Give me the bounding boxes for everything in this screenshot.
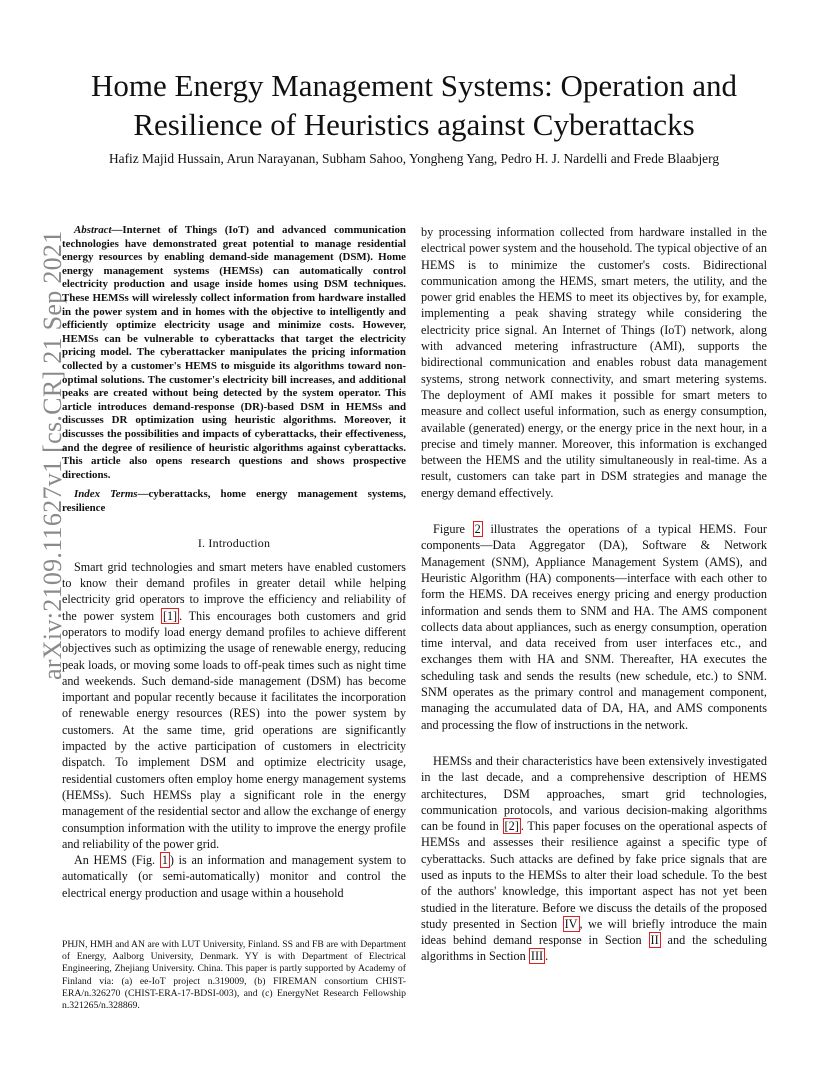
index-terms-body: —cyberattacks, home energy management systems, resilience <box>62 488 406 514</box>
paper-title: Home Energy Management Systems: Operation and Resilience of Heuristics against Cyberattacks <box>91 68 737 142</box>
paragraph-right-2 <box>421 521 767 733</box>
section-link[interactable]: II <box>650 933 659 948</box>
section-link[interactable]: III <box>530 949 544 964</box>
figure-link[interactable]: 2 <box>474 522 481 537</box>
text-run: . This paper focuses on the operational aspects of HEMSs and assesses their resilience against a specific type of cyberattacks. Such attacks are defined by fake price signals that are used as inputs to the HEMSs to alter their load schedule. To the best of the authors' knowledge, this important aspect has not yet been studied in the literature. Before we discuss the details of the proposed study presented in Section <box>421 819 767 931</box>
abstract-body: —Internet of Things (IoT) and advanced communication technologies have demonstrated great potential to manage residential energy resources by enabling demand-side management (DSM). Home energy management systems (HEMSs) can automatically control electricity production and usage inside homes using DSM techniques. These HEMSs will wirelessly collect information from hardware installed in the power system and in homes with the objective to intelligently and efficiently optimize electricity usage and minimize costs. However, HEMSs can be vulnerable to cyberattacks that target the electricity pricing model. The cyberattacker manipulates the pricing information collected by a customer's HEMS to misguide its algorithms toward non-optimal solutions. The customer's electricity bill increases, and additional peaks are created without being detected by the system operator. This article introduces demand-response (DR)-based DSM in HEMSs and discusses DR optimization using heuristic algorithms. Moreover, it discusses the possibilities and impacts of cyberattacks, their effectiveness, and the degree of resilience of heuristic algorithms against cyberattacks. This article also opens research questions and shows prospective directions. <box>62 224 406 481</box>
text-run: , we will briefly introduce the main ideas behind demand response in Section <box>421 916 767 948</box>
paragraph-right-1: by processing information collected from hardware installed in the electrical power system and the household. The typical objective of an HEMS is to minimize the customer's costs. Bidirectional communication among the HEMS, smart meters, the utility, and the power grid enables the HEMS to meet its objectives by, for example, implementing a peak shaving strategy while considering the electricity price signal. An Internet of Things (IoT) network, along with advanced metering infrastructure (AMI), supports the bidirectional communication and enables robust data management systems, strong network connectivity, and smart metering systems. The deployment of AMI makes it possible for smart meters to measure and collect useful information, such as energy consumption, available (generated) energy, or the energy price in the next hour, in a precise and timely manner. Moreover, this information is exchanged between the HEMS and the utility simultaneously in real-time. As a result, customers can take part in DSM strategies and manage the energy demand effectively. <box>421 225 767 500</box>
index-terms <box>62 488 406 515</box>
index-terms-lead: Index Terms <box>74 488 138 501</box>
text-run: HEMSs and their characteristics have been extensively investigated in the last decade, and a comprehensive description of HEMS architectures, DSM approaches, smart grid technologies, communication protocols, and various decision-making algorithms can be found in <box>421 753 767 834</box>
text-run: Figure <box>433 522 473 537</box>
citation-link[interactable]: [1] <box>162 608 178 623</box>
right-column <box>421 224 767 965</box>
section-heading-introduction: I. Introduction <box>197 536 271 551</box>
text-run: . <box>545 949 549 964</box>
abstract <box>62 224 406 482</box>
citation-link[interactable]: [2] <box>504 819 519 834</box>
author-list: Hafiz Majid Hussain, Arun Narayanan, Subham Sahoo, Yongheng Yang, Pedro H. J. Nardelli and Frede Blaabjerg <box>108 151 720 166</box>
abstract-lead: Abstract <box>74 224 112 236</box>
paragraph-intro-1 <box>62 559 406 852</box>
text-run: illustrates the operations of a typical HEMS. Four components—Data Aggregator (DA), Software & Network Management (SNM), Appliance Management System (AMS), and Heuristic Algorithm (HA) components—interface with each other to form the HEMS. DA receives energy pricing and energy production information and sends them to SNM and HA. The AMS component collects data about appliances, such as energy consumption, operation time interval, and data received from user interfaces etc., and exchanges them with HA and SNM. Thereafter, HA executes the scheduling task and sends the results (new schedule, etc.) to SNM. SNM operates as the primary control and management component, managing the accumulated data of DA, HA, and AMS components and processing the flow of instructions in the network. <box>421 522 767 732</box>
left-column <box>62 224 406 901</box>
text-run: and the scheduling algorithms in Section <box>421 933 767 964</box>
paragraph-intro-2 <box>62 852 406 901</box>
paragraph-gap <box>421 501 767 521</box>
text-run: . This encourages both customers and grid operators to modify load energy demand profiles to achieve different objectives such as optimizing the usage of renewable energy, reducing peak loads, or moving some loads to off-peak times such as night time and weekends. Such demand-side management (DSM) has become important and popular recently because it facilitates the incorporation of renewable energy resources (RES) into the power system by customers. At the same time, grid operations are significantly impacted by the active participation of customers in electricity dispatch. To implement DSM and optimize electricity usage, residential customers often employ home energy management systems (HEMSs). Such HEMSs play a significant role in the energy management of the residential sector and allow the exchange of energy consumption information with the utility to improve the energy profile and reliability of the power grid. <box>62 608 406 851</box>
paragraph-gap <box>421 733 767 753</box>
arxiv-stamp: arXiv:2109.11627v1 [cs.CR] 21 Sep 2021 <box>38 230 67 680</box>
text-run: An HEMS (Fig. <box>74 853 160 868</box>
text-run: ) is an information and management system to automatically (or semi-automatically) monitor and control the electrical energy production and usage within a household <box>62 853 406 900</box>
text-run: Smart grid technologies and smart meters have enabled customers to know their demand profiles in greater detail while helping electricity grid operators to improve the efficiency and reliability of the power system <box>62 559 406 623</box>
section-link[interactable]: IV <box>564 916 578 931</box>
paragraph-right-3 <box>421 753 767 965</box>
footnote: PHJN, HMH and AN are with LUT University, Finland. SS and FB are with Department of Energy, Aalborg University, Denmark. YY is with Department of Electrical Engineering, Zhejiang University. China. This paper is partly supported by Academy of Finland via: (a) ee-IoT project n.319009, (b) FIREMAN consortium CHIST-ERA/n.326270 (CHIST-ERA-17-BDSI-003), and (c) EnergyNet Research Fellowship n.321265/n.328869. <box>62 939 406 1012</box>
figure-link[interactable]: 1 <box>161 853 168 868</box>
